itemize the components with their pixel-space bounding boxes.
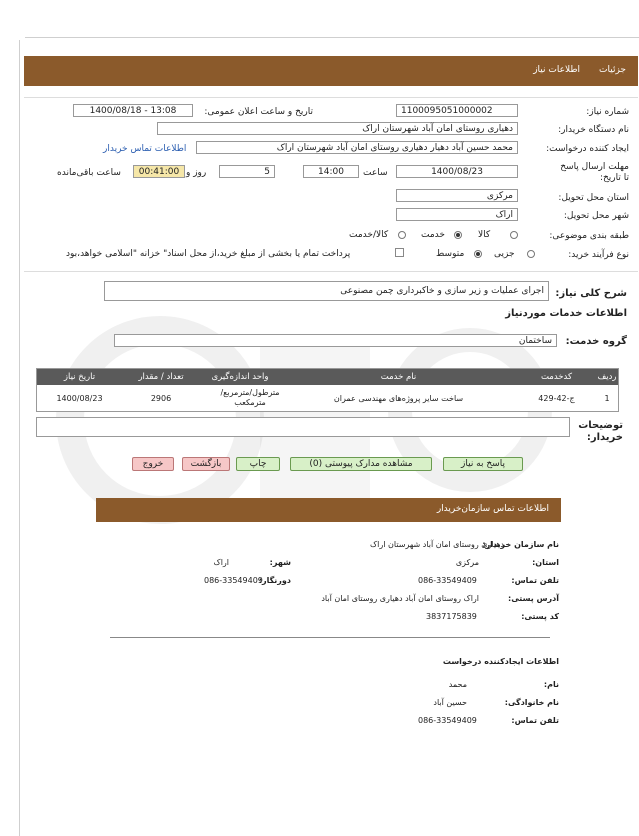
back-button[interactable]: بازگشت [182, 457, 230, 471]
announce-label: تاریخ و ساعت اعلان عمومی: [204, 107, 313, 117]
address-label: آدرس پستی: [508, 594, 559, 603]
payment-checkbox[interactable] [395, 248, 404, 257]
remaining-time-field: 00:41:00 [133, 165, 185, 178]
print-button[interactable]: چاپ [236, 457, 280, 471]
notes-field [36, 417, 570, 437]
cell-row-no: 1 [604, 394, 610, 403]
phone-label: تلفن تماس: [511, 576, 559, 585]
deadline-date-field: 1400/08/23 [396, 165, 518, 178]
contact-title: اطلاعات تماس سازمان‌خریدار [436, 504, 549, 514]
contact-divider [110, 637, 550, 638]
left-border [19, 40, 20, 836]
deadline-time-field: 14:00 [303, 165, 359, 178]
city-contact-label: شهر: [269, 558, 291, 567]
family-value: حسین آباد [433, 698, 467, 707]
group-field: ساختمان [114, 334, 557, 347]
creator-phone-value: 086-33549409 [418, 716, 477, 725]
tab-details[interactable]: جزئیات [599, 65, 626, 75]
notes-label: توضیحات خریدار: [578, 420, 623, 443]
exit-button[interactable]: خروج [132, 457, 174, 471]
fax-value: 086-33549409 [204, 576, 263, 585]
family-label: نام خانوادگی: [504, 698, 559, 707]
phone-value: 086-33549409 [418, 576, 477, 585]
payment-note: پرداخت تمام یا بخشی از مبلغ خرید،از محل اسناد" خزانه "اسلامی خواهد،بود [66, 249, 351, 259]
summary-label: شرح کلی نیاز: [555, 288, 627, 299]
service-radio[interactable] [454, 231, 462, 239]
creator-info-title: اطلاعات ایجادکننده درخواست [442, 657, 559, 666]
city-field: اراک [396, 208, 518, 221]
postal-label: کد پستی: [521, 612, 559, 621]
minor-radio-label: جزیی [494, 249, 515, 259]
col-quantity: تعداد / مقدار [122, 369, 200, 385]
process-label: نوع فرآیند خرید: [568, 250, 629, 260]
buyer-label: نام دستگاه خریدار: [558, 125, 629, 135]
need-number-label: شماره نیاز: [586, 107, 629, 117]
col-unit: واحد اندازه‌گیری [200, 369, 280, 385]
remaining-label: ساعت باقی‌مانده [57, 168, 121, 178]
fax-label: دورنگار: [258, 576, 291, 585]
col-need-date: تاریخ نیاز [37, 369, 122, 385]
address-value: اراک روستای امان آباد دهیاری روستای امان آباد [321, 594, 479, 603]
days-field: 5 [219, 165, 275, 178]
contact-buyer-link[interactable]: اطلاعات تماس خریدار [103, 144, 187, 154]
city-label: شهر محل تحویل: [563, 211, 629, 221]
province-contact-value: مرکزی [455, 558, 479, 567]
tab-need-info[interactable]: اطلاعات نیاز [533, 65, 580, 75]
province-contact-label: استان: [532, 558, 559, 567]
medium-radio[interactable] [474, 250, 482, 258]
cell-service-code: ج-42-429 [538, 394, 575, 403]
deadline-label: مهلت ارسال پاسخ تا تاریخ: [560, 162, 629, 183]
announce-field: 1400/08/18 - 13:08 [73, 104, 193, 117]
cell-service-name: ساخت سایر پروژه‌های مهندسی عمران [333, 394, 464, 403]
buyer-field: دهیاری روستای امان آباد شهرستان اراک [157, 122, 518, 135]
name-label: نام: [543, 680, 559, 689]
summary-field: اجرای عملیات و زیر سازی و خاکبرداری چمن مصنوعی [104, 281, 549, 301]
creator-phone-label: تلفن تماس: [511, 716, 559, 725]
creator-field: محمد حسین آباد دهیار دهیاری روستای امان آباد شهرستان اراک [196, 141, 518, 154]
goods-service-radio-label: کالا/خدمت [349, 230, 389, 240]
minor-radio[interactable] [527, 250, 535, 258]
goods-radio-label: کالا [478, 230, 491, 240]
days-label: روز و [186, 168, 207, 178]
group-label: گروه خدمت: [565, 336, 627, 347]
header-bar [24, 56, 638, 86]
col-service-code: کدخدمت [517, 369, 596, 385]
service-radio-label: خدمت [421, 230, 445, 240]
city-contact-value: اراک [213, 558, 229, 567]
time-label: ساعت [363, 168, 388, 178]
services-title: اطلاعات خدمات موردنیاز [505, 308, 627, 319]
goods-radio[interactable] [510, 231, 518, 239]
postal-value: 3837175839 [426, 612, 477, 621]
contact-header [96, 498, 561, 522]
table-row [37, 386, 618, 412]
need-number-field: 1100095051000002 [396, 104, 518, 117]
attachments-button[interactable]: مشاهده مدارک پیوستی (0) [290, 457, 432, 471]
services-table [36, 368, 619, 412]
medium-radio-label: متوسط [436, 249, 465, 259]
reply-button[interactable]: پاسخ به نیاز [443, 457, 523, 471]
cell-unit: مترطول/مترمربع/مترمکعب [220, 388, 280, 407]
goods-service-radio[interactable] [398, 231, 406, 239]
province-label: استان محل تحویل: [558, 193, 629, 203]
col-row-no: ردیف [596, 369, 618, 385]
cell-quantity: 2906 [150, 394, 172, 403]
top-divider [25, 37, 639, 38]
province-field: مرکزی [396, 189, 518, 202]
org-label: نام سازمان خریدار: [482, 540, 559, 549]
category-label: طبقه بندی موضوعی: [549, 231, 629, 241]
name-value: محمد [448, 680, 467, 689]
col-service-name: نام خدمت [280, 369, 517, 385]
cell-need-date: 1400/08/23 [56, 394, 103, 403]
org-value: دهیاری روستای امان آباد شهرستان اراک [370, 540, 504, 549]
creator-label: ایجاد کننده درخواست: [546, 144, 629, 154]
